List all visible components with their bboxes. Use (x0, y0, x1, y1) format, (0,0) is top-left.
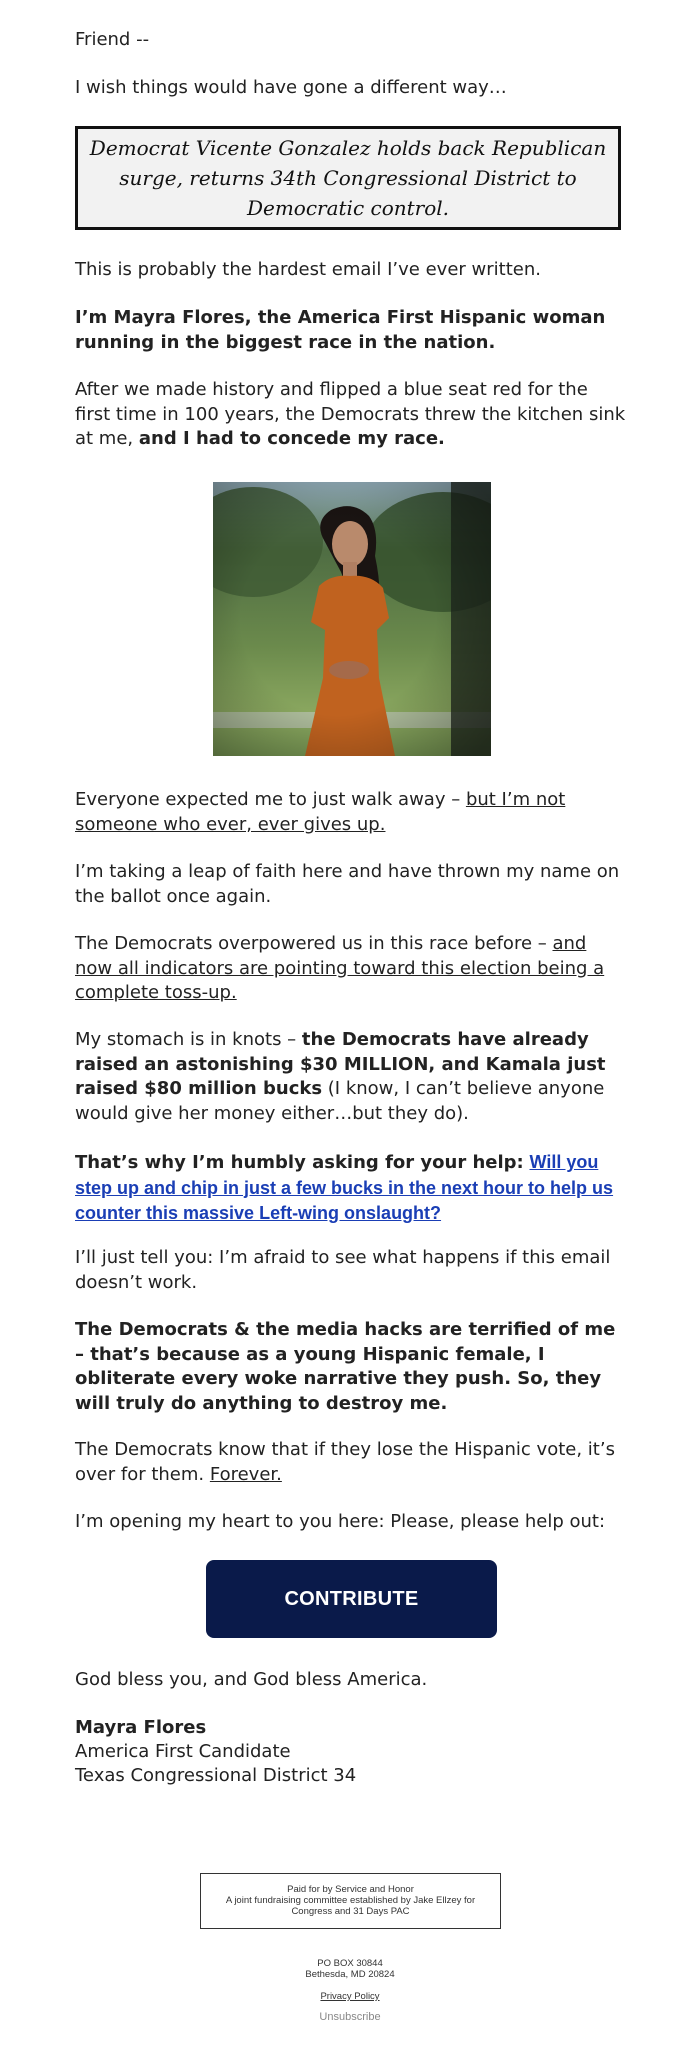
po-box: PO BOX 30844 (317, 1958, 383, 1969)
paragraph-open-heart: I’m opening my heart to you here: Please, please help out: (75, 1511, 606, 1532)
greeting: Friend -- (75, 29, 150, 50)
signature-district: Texas Congressional District 34 (75, 1765, 357, 1786)
paragraph-leap-of-faith: I’m taking a leap of faith here and have thrown my name on the ballot once again. (75, 861, 620, 907)
intro-line: I wish things would have gone a different way… (75, 77, 507, 98)
privacy-policy-link[interactable]: Privacy Policy (320, 1991, 380, 2002)
paragraph-afraid: I’ll just tell you: I’m afraid to see what happens if this email doesn’t work. (75, 1247, 611, 1293)
committee-line: A joint fundraising committee established by Jake Ellzey for Congress and 31 Days PAC (225, 1895, 476, 1917)
paragraph-intro-mayra: I’m Mayra Flores, the America First Hispanic woman running in the biggest race in the nation. (75, 307, 606, 353)
closing-line: God bless you, and God bless America. (75, 1669, 428, 1690)
paragraph-toss-up: The Democrats overpowered us in this race before – and now all indicators are pointing toward this election being a complete toss-up. (75, 933, 605, 1003)
candidate-photo (213, 482, 491, 756)
paragraph-walk-away: Everyone expected me to just walk away – but I’m not someone who ever, ever gives up. (75, 789, 566, 835)
paragraph-hardest-email: This is probably the hardest email I’ve ever written. (75, 259, 541, 280)
paragraph-flipped-seat: After we made history and flipped a blue seat red for the first time in 100 years, the Democrats threw the kitchen sink at me, and I had to concede my race. (75, 379, 626, 449)
paragraph-fundraising: My stomach is in knots – the Democrats have already raised an astonishing $30 MILLION, and Kamala just raised $80 million bucks (I know, I can’t believe anyone would give her money either…but they do). (75, 1029, 606, 1124)
headline-box (75, 126, 621, 230)
unsubscribe-link[interactable]: Unsubscribe (319, 2011, 381, 2023)
paid-for-line: Paid for by Service and Honor (287, 1884, 414, 1895)
paid-for-disclaimer (200, 1873, 501, 1929)
paragraph-hispanic-vote: The Democrats know that if they lose the Hispanic vote, it’s over for them. Forever. (75, 1439, 615, 1485)
city-line: Bethesda, MD 20824 (305, 1969, 395, 1980)
donate-link[interactable]: Will you step up and chip in just a few bucks in the next hour to help us counter this massive Left-wing onslaught? (75, 1152, 614, 1223)
headline-text: Democrat Vicente Gonzalez holds back Republican surge, returns 34th Congressional District to Democratic control. (89, 136, 607, 220)
signature-name: Mayra Flores (75, 1717, 207, 1738)
signature-title: America First Candidate (75, 1741, 291, 1762)
paragraph-ask: That’s why I’m humbly asking for your help: Will you step up and chip in just a few bucks in the next hour to help us counter this massive Left-wing onslaught? (75, 1152, 614, 1223)
contribute-button[interactable]: CONTRIBUTE (206, 1560, 497, 1638)
paragraph-terrified: The Democrats & the media hacks are terrified of me – that’s because as a young Hispanic female, I obliterate every woke narrative they push. So, they will truly do anything to destroy me. (75, 1319, 616, 1414)
